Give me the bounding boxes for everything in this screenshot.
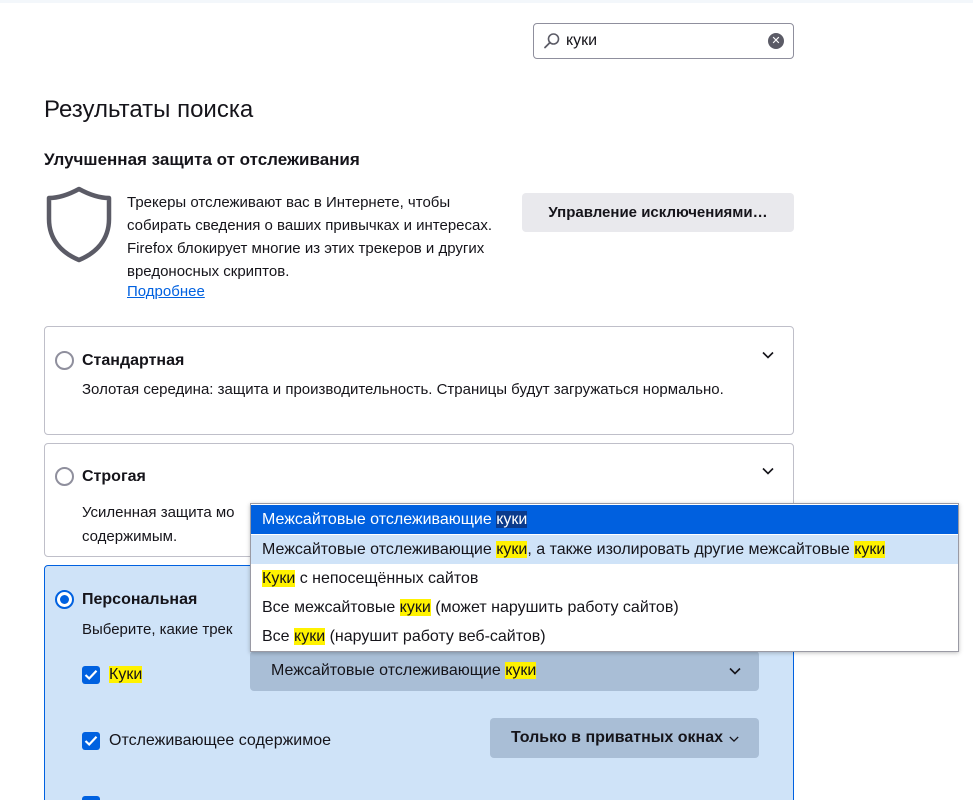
tracking-content-select-value: Только в приватных окнах [511, 729, 723, 746]
cookies-checkbox[interactable] [82, 666, 100, 684]
checkmark-icon [84, 669, 98, 681]
tracking-content-label: Отслеживающее содержимое [109, 732, 332, 749]
learn-more-link[interactable]: Подробнее [127, 283, 205, 300]
strict-description-line2: содержимым. [82, 528, 178, 545]
cookies-select-value: Межсайтовые отслеживающие куки [271, 662, 537, 679]
standard-radio[interactable] [55, 351, 74, 370]
cookies-label-text: Куки [109, 666, 143, 683]
cookies-label [109, 666, 142, 684]
cookies-select[interactable] [250, 651, 759, 691]
top-border [0, 0, 973, 3]
dropdown-option[interactable]: Межсайтовые отслеживающие куки, а также изолировать другие межсайтовые куки [251, 535, 958, 564]
standard-protection-card[interactable] [44, 326, 794, 435]
custom-description: Выберите, какие трек [82, 621, 233, 638]
dropdown-option[interactable]: Все куки (нарушит работу веб-сайтов) [262, 628, 546, 645]
chevron-down-icon[interactable] [762, 351, 774, 359]
search-input[interactable] [566, 30, 766, 52]
dropdown-option[interactable]: Куки с непосещённых сайтов [262, 570, 479, 587]
dropdown-option[interactable]: Межсайтовые отслеживающие куки [251, 505, 958, 534]
strict-title: Строгая [82, 468, 146, 485]
strict-radio[interactable] [55, 467, 74, 486]
cookies-dropdown-menu [250, 503, 959, 652]
tracking-content-checkbox[interactable] [82, 732, 100, 750]
standard-title: Стандартная [82, 352, 185, 369]
shield-icon [44, 185, 114, 263]
custom-radio[interactable] [55, 590, 74, 609]
cryptominers-checkbox[interactable] [82, 796, 100, 800]
search-icon [543, 32, 561, 50]
manage-exceptions-button[interactable]: Управление исключениями… [522, 193, 794, 232]
chevron-down-icon [729, 667, 741, 675]
chevron-down-icon[interactable] [762, 467, 774, 475]
tracking-description: Трекеры отслеживают вас в Интернете, чтобы собирать сведения о ваших привычках и интересах. Firefox блокирует многие из этих трекеров и других вредоносных скриптов. [127, 194, 493, 280]
standard-description: Золотая середина: защита и производительность. Страницы будут загружаться нормально. [82, 381, 724, 398]
dropdown-option[interactable]: Все межсайтовые куки (может нарушить работу сайтов) [262, 599, 679, 616]
chevron-down-icon [729, 735, 739, 743]
custom-title: Персональная [82, 591, 198, 608]
clear-search-icon[interactable]: ✕ [768, 33, 784, 49]
strict-description-line1: Усиленная защита мо [82, 504, 235, 521]
page-title: Результаты поиска [44, 96, 254, 123]
section-title: Улучшенная защита от отслеживания [44, 150, 360, 169]
tracking-content-select[interactable] [490, 718, 759, 758]
checkmark-icon [84, 735, 98, 747]
settings-search-box[interactable] [533, 23, 794, 59]
